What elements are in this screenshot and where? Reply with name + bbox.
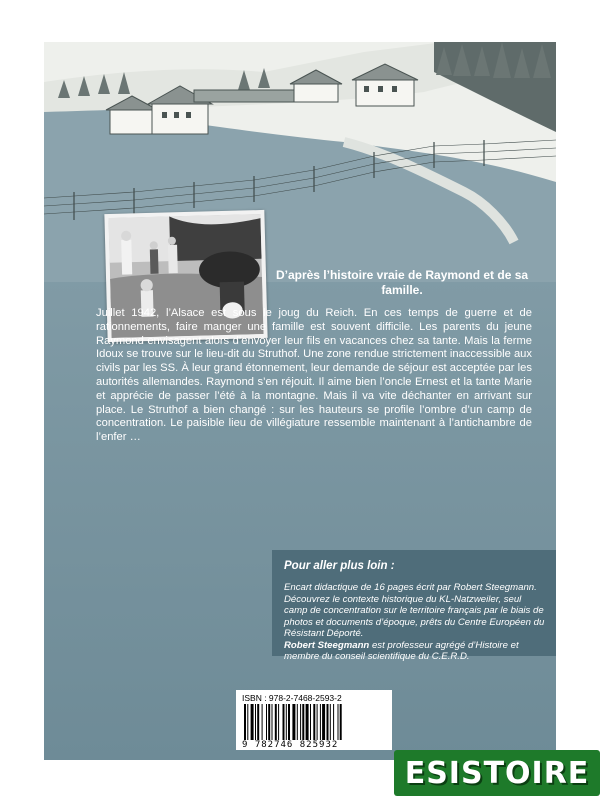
further-reading-box [272, 550, 556, 662]
further-reading-description: Encart didactique de 16 pages écrit par Robert Steegmann. Découvrez le contexte historique du KL-Natzweiler, seul camp de concentration sur le territoire français par le biais de photos et documents d’époque, prêts du Centre Européen du Résistant Déporté. [284, 582, 545, 639]
logo-wordmark: ESISTOIRE [404, 755, 590, 791]
publisher-logo [394, 750, 600, 796]
story-paragraph: Juillet 1942, l’Alsace est sous le joug du Reich. En ces temps de guerre et de rationnements, faire manger une famille est souvent difficile. Les parents du jeune Raymond envisagent alors d’envoyer leur fils en vacances chez sa tante. Mais la ferme Idoux se trouve sur le lieu-dit du Struthof. Une zone rendue strictement inaccessible aux civils par les SS. À leur grand étonnement, leur demande de séjour est acceptée par les autorités allemandes. Raymond s’en réjouit. Il aime bien l’oncle Ernest et la tante Marie et apprécie de passer l’été à la montagne. Mais il va vite déchanter en arrivant sur place. Le Struthof a bien changé : sur les hauteurs se profile l’ombre d’un camp de concentration. Le paisible lieu de villégiature ressemble maintenant à l’antichambre de l’enfer … [96, 307, 532, 444]
isbn-barcode-block [236, 690, 392, 750]
intro-heading: D’après l’histoire vraie de Raymond et de sa famille. [275, 268, 529, 297]
further-reading-body [284, 582, 546, 663]
story-summary [96, 307, 532, 445]
author-note [284, 640, 546, 663]
author-bio: est professeur agrégé d’Histoire et membre du conseil scientifique du C.E.R.D. [284, 639, 519, 662]
barcode-graphic [242, 704, 386, 740]
author-name: Robert Steegmann [284, 639, 370, 651]
further-reading-title: Pour aller plus loin : [284, 560, 395, 572]
back-cover [44, 42, 556, 760]
barcode-digits: 9 782746 825932 [242, 740, 339, 750]
isbn-label: ISBN : 978-2-7468-2593-2 [242, 693, 342, 703]
